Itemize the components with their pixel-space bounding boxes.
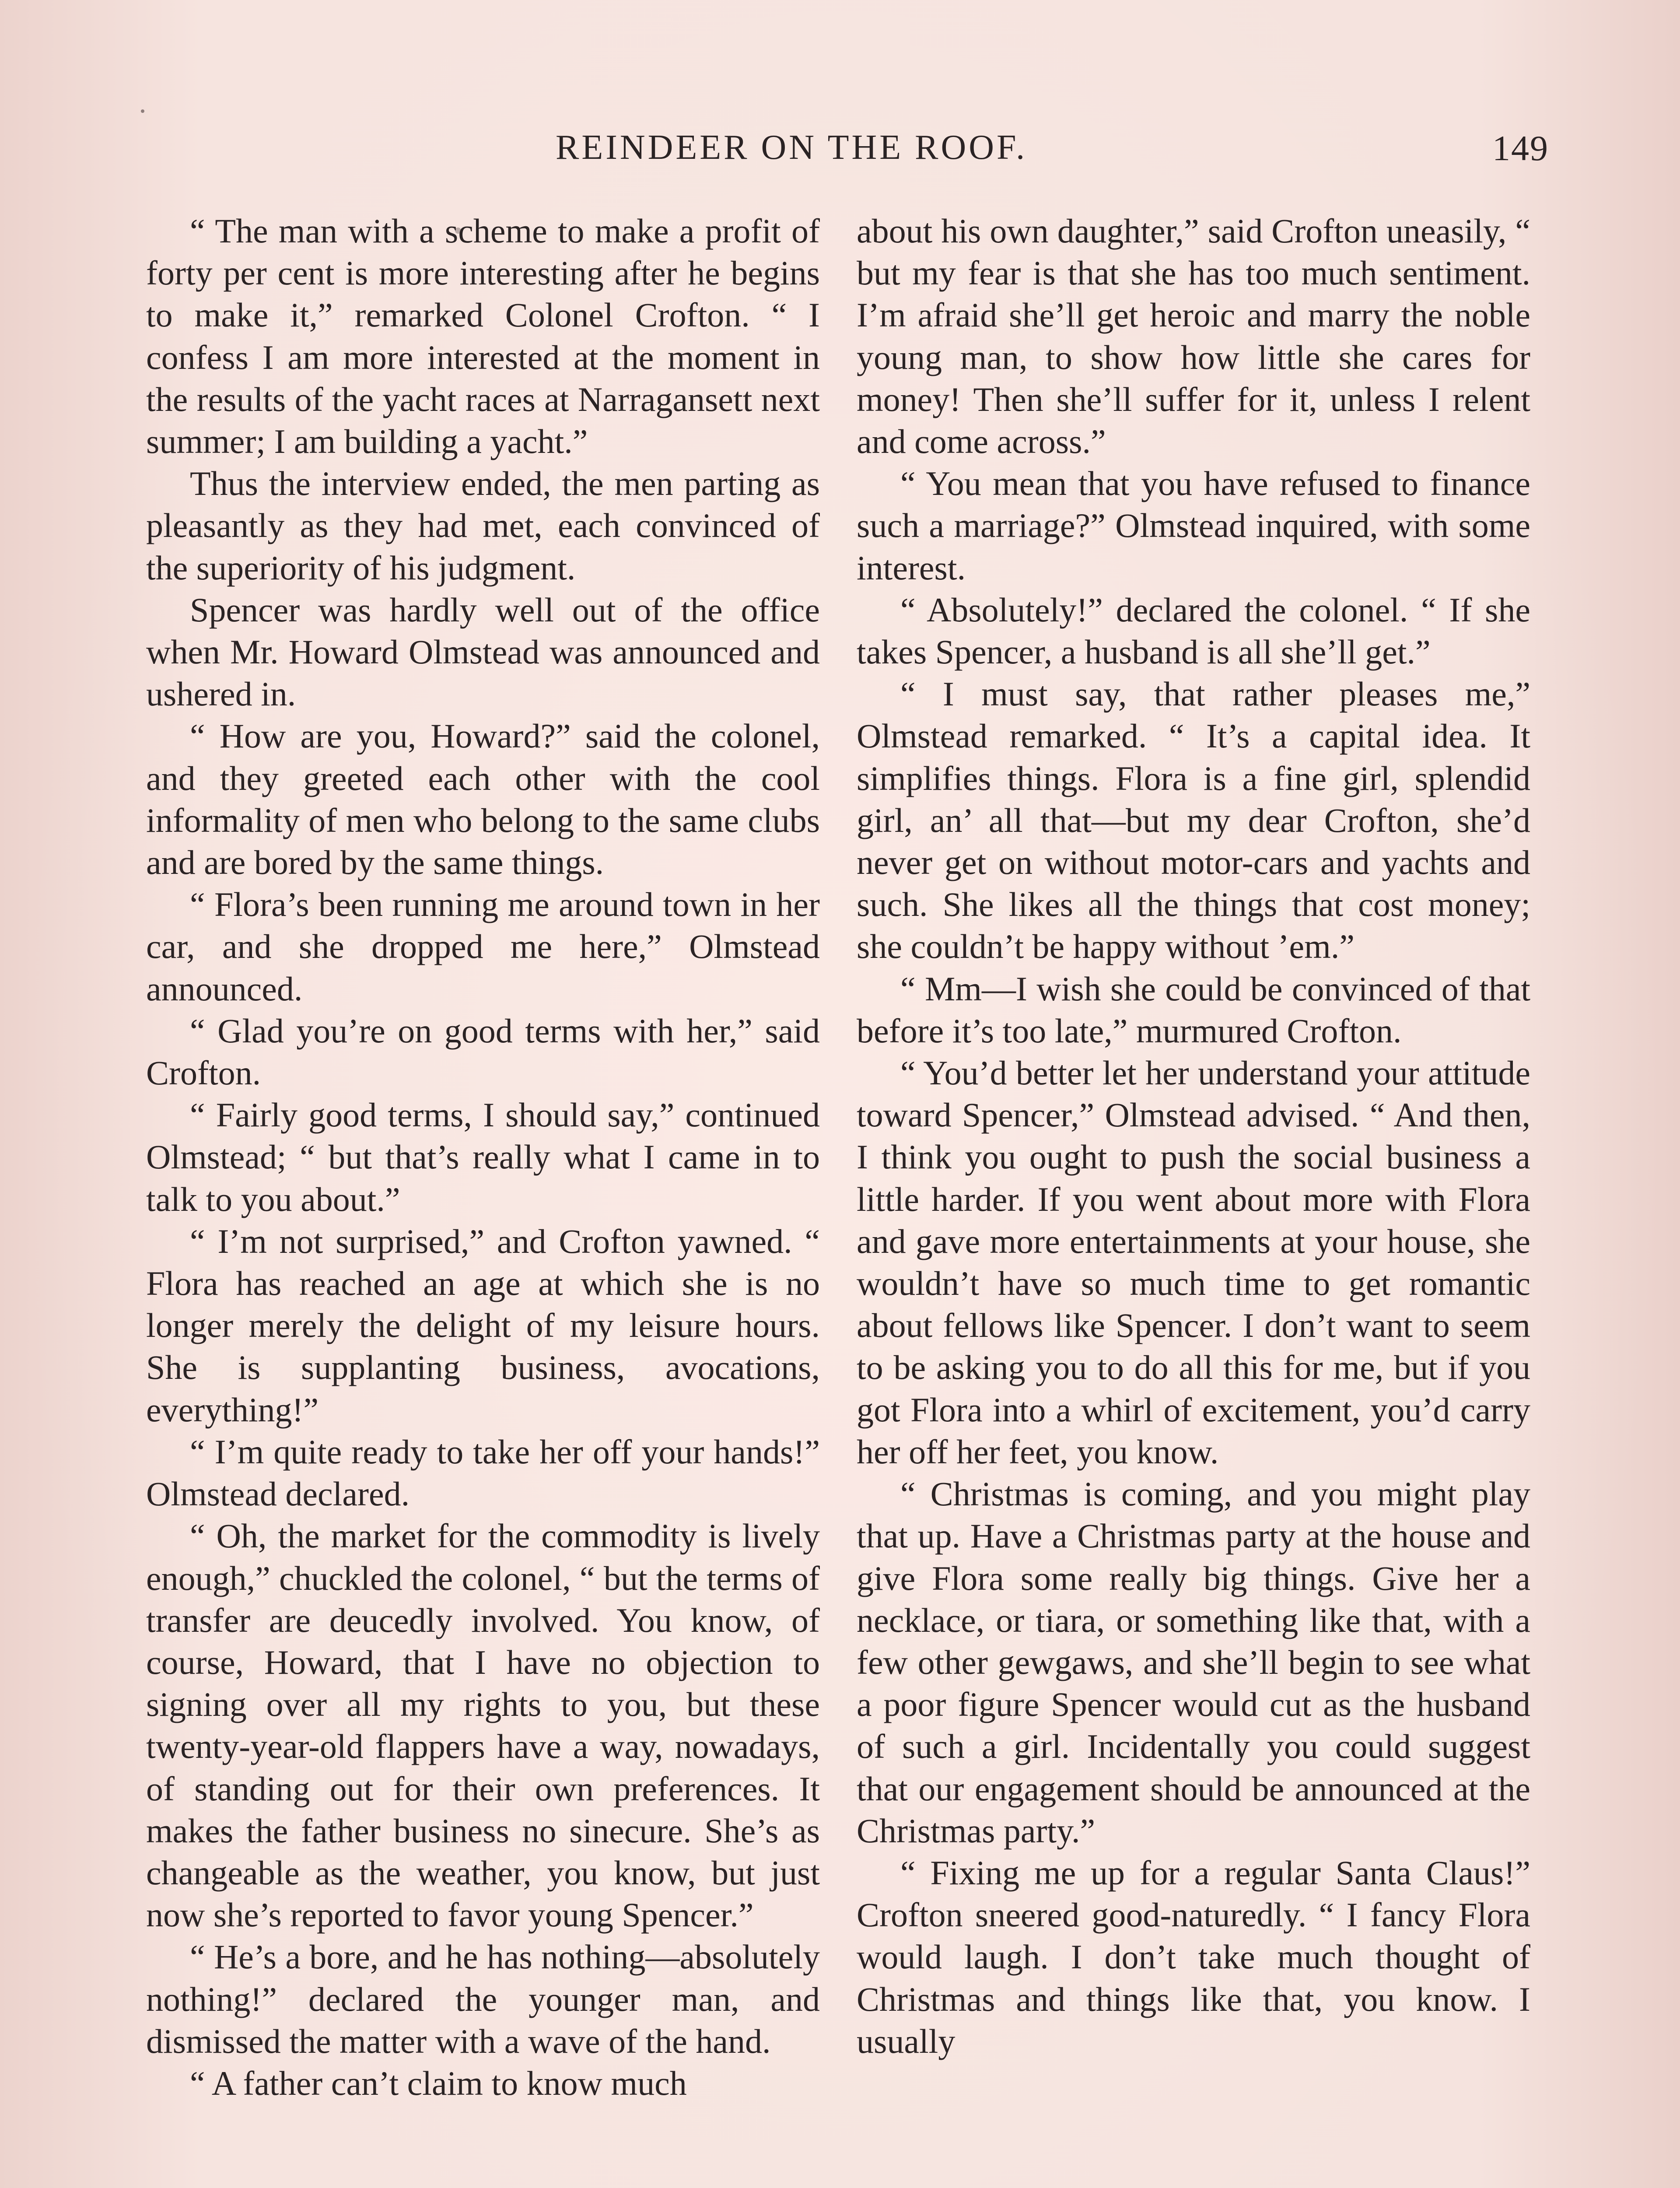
running-header	[556, 128, 1549, 180]
paragraph: “ I must say, that rather pleases me,” Olmstead remarked. “ It’s a capital idea. It simplifies things. Flora is a fine girl, splendid girl, an’ all that—but my dear Crofton, she’d never get on without motor-cars and yachts and such. She likes all the things that cost money; she couldn’t be happy without ’em.”	[857, 675, 1530, 966]
paragraph: “ A father can’t claim to know much	[190, 2064, 687, 2102]
paper-speck	[1514, 407, 1518, 411]
page-number: 149	[1492, 128, 1549, 168]
paragraph: “ Oh, the market for the commodity is lively enough,” chuckled the colonel, “ but the terms of transfer are deucedly involved. You know, of course, Howard, that I have no objection to signing over all my rights to you, but these twenty-year-old flappers have a way, nowadays, of standing out for their own preferences. It makes the father business no sinecure. She’s as changeable as the weather, you know, but just now she’s reported to favor young Spencer.”	[146, 1517, 820, 1934]
paper-speck	[455, 228, 461, 234]
paragraph: “ Absolutely!” declared the colonel. “ If she takes Spencer, a husband is all she’ll get.”	[857, 590, 1530, 671]
paragraph: “ Flora’s been running me around town in her car, and she dropped me here,” Olmstead announced.	[146, 885, 820, 1008]
paragraph-continued: about his own daughter,” said Crofton uneasily, “ but my fear is that she has too much sentiment. I’m afraid she’ll get heroic and marry the noble young man, to show how little she cares for money! Then she’ll suffer for it, unless I relent and come across.”	[857, 212, 1530, 461]
paragraph: “ Christmas is coming, and you might play that up. Have a Christmas party at the house and give Flora some really big things. Give her a necklace, or tiara, or something like that, with a few other gewgaws, and she’ll begin to see what a poor figure Spencer would cut as the husband of such a girl. Incidentally you could suggest that our engagement should be announced at the Christmas party.”	[857, 1475, 1530, 1850]
paragraph: Thus the interview ended, the men parting as pleasantly as they had met, each convinced of the superiority of his judgment.	[146, 464, 820, 587]
left-text-column	[146, 210, 820, 2104]
paragraph: “ How are you, Howard?” said the colonel, and they greeted each other with the cool informality of men who belong to the same clubs and are bored by the same things.	[146, 717, 820, 882]
paragraph: “ I’m quite ready to take her off your hands!” Olmstead declared.	[146, 1432, 820, 1513]
paragraph: Spencer was hardly well out of the office when Mr. Howard Olmstead was announced and ushered in.	[146, 590, 820, 713]
paragraph: “ Fixing me up for a regular Santa Claus!” Crofton sneered good-naturedly. “ I fancy Flora would laugh. I don’t take much thought of Christmas and things like that, you know. I usually	[857, 1853, 1530, 2060]
running-title: REINDEER ON THE ROOF.	[556, 128, 1028, 167]
paragraph: “ You mean that you have refused to finance such a marriage?” Olmstead inquired, with some interest.	[857, 464, 1530, 587]
right-text-column	[857, 210, 1530, 2062]
paragraph: “ Fairly good terms, I should say,” continued Olmstead; “ but that’s really what I came in to talk to you about.”	[146, 1096, 820, 1218]
paragraph: “ I’m not surprised,” and Crofton yawned. “ Flora has reached an age at which she is no longer merely the delight of my leisure hours. She is supplanting business, avocations, everything!”	[146, 1222, 820, 1429]
paragraph: “ Glad you’re on good terms with her,” said Crofton.	[146, 1011, 820, 1092]
paragraph: “ He’s a bore, and he has nothing—absolutely nothing!” declared the younger man, and dismissed the matter with a wave of the hand.	[146, 1938, 820, 2060]
paragraph: “ Mm—I wish she could be convinced of that before it’s too late,” murmured Crofton.	[857, 969, 1530, 1050]
paper-speck	[141, 109, 144, 113]
paragraph: “ You’d better let her understand your attitude toward Spencer,” Olmstead advised. “ And then, I think you ought to push the social business a little harder. If you went about more with Flora and gave more entertainments at your house, she wouldn’t have so much time to get romantic about fellows like Spencer. I don’t want to seem to be asking you to do all this for me, but if you got Flora into a whirl of excitement, you’d carry her off her feet, you know.	[857, 1054, 1530, 1471]
paragraph: “ The man with a scheme to make a profit of forty per cent is more interesting after he begins to make it,” remarked Colonel Crofton. “ I confess I am more interested at the moment in the results of the yacht races at Narragansett next summer; I am building a yacht.”	[146, 212, 820, 461]
